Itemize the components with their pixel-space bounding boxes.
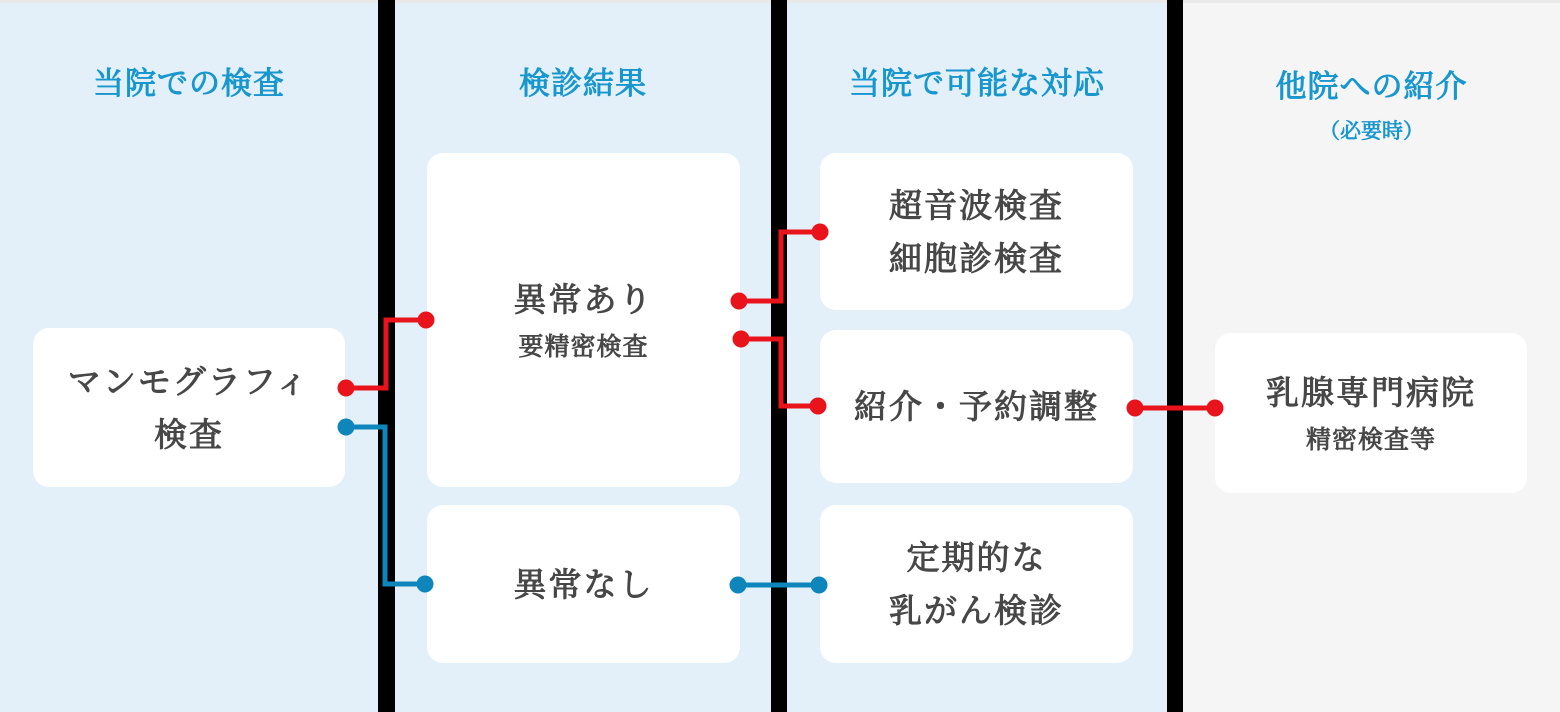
box-sublabel: 要精密検査 <box>518 332 649 361</box>
box-label: 乳がん検診 <box>889 592 1064 629</box>
column-header-other-hospital: 他院への紹介 <box>1275 69 1468 104</box>
box-label: 異常あり <box>513 280 654 318</box>
box-ultrasound-cytology <box>820 153 1133 310</box>
box-label: 紹介・予約調整 <box>854 388 1099 425</box>
box-label: マンモグラフィ <box>67 362 311 400</box>
box-mammography-exam <box>33 328 345 487</box>
box-label: 検査 <box>154 415 224 453</box>
box-breast-specialty-hospital <box>1215 333 1527 493</box>
box-label: 定期的な <box>906 539 1047 576</box>
box-result-abnormal <box>427 153 740 487</box>
box-referral-booking <box>820 330 1133 483</box>
column-divider <box>771 0 787 712</box>
box-sublabel: 精密検査等 <box>1305 425 1436 454</box>
column-header-clinic-exam: 当院での検査 <box>93 66 285 101</box>
column-divider <box>1167 0 1183 712</box>
column-divider <box>378 0 395 712</box>
box-result-normal <box>427 505 740 663</box>
box-label: 乳腺専門病院 <box>1266 373 1476 411</box>
column-header-clinic-response: 当院で可能な対応 <box>849 66 1105 101</box>
box-label: 超音波検査 <box>889 186 1064 224</box>
column-header-result: 検診結果 <box>519 66 647 101</box>
box-label: 細胞診検査 <box>889 239 1064 277</box>
box-regular-screening <box>820 505 1133 663</box>
column-subheader-when-needed: （必要時） <box>1319 120 1424 143</box>
box-label: 異常なし <box>513 565 654 603</box>
